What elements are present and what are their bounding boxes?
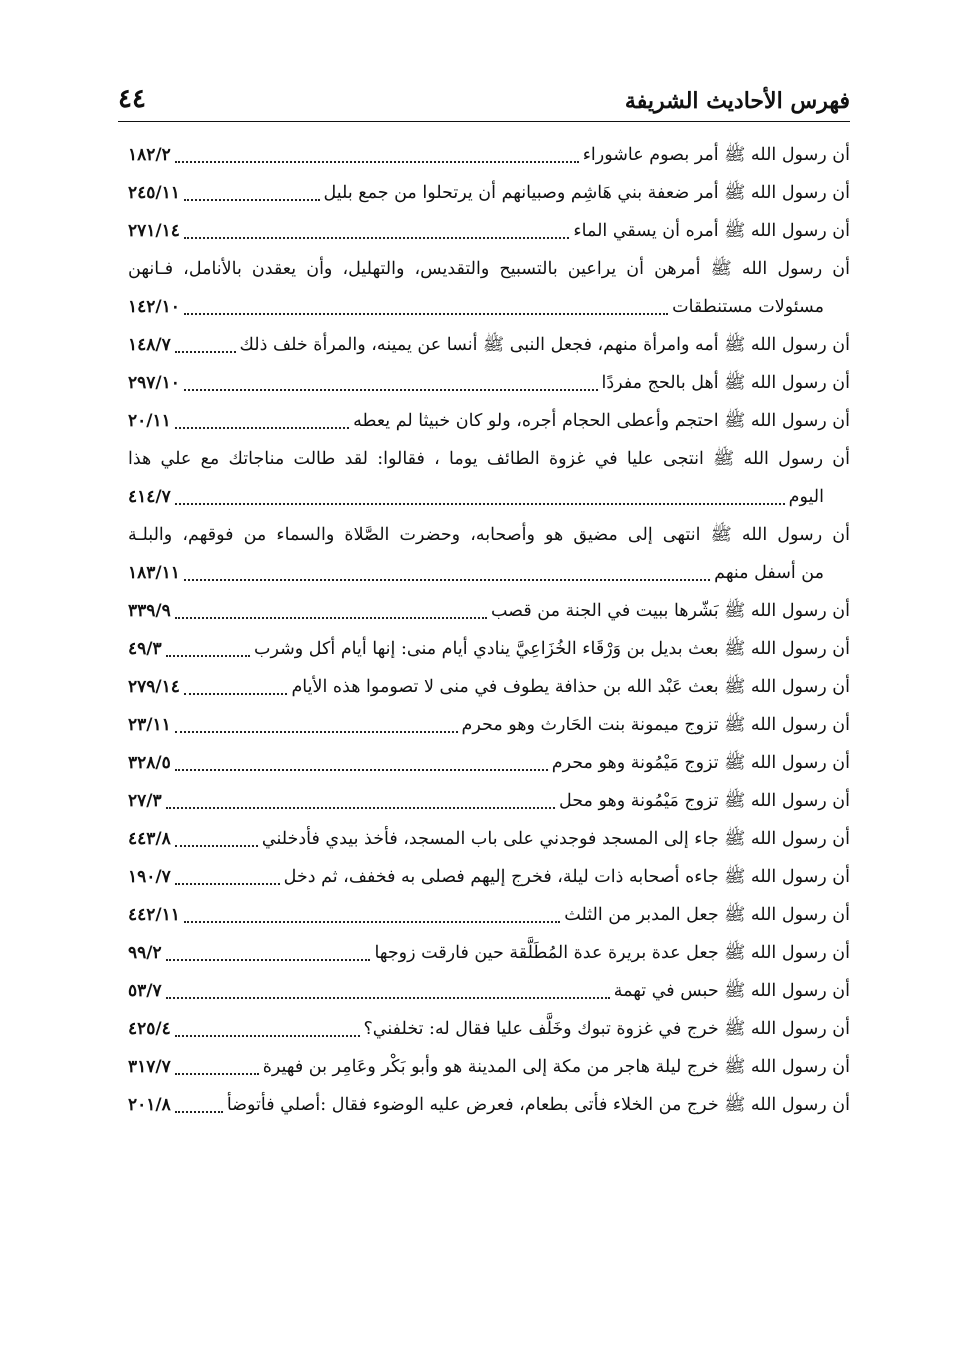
dot-leader xyxy=(184,920,560,923)
index-entry xyxy=(128,250,850,326)
entry-line xyxy=(128,1086,850,1124)
entry-reference: ٢٧٩/١٤ xyxy=(128,677,180,697)
index-entry xyxy=(128,592,850,630)
entry-text: أن رسول الله ﷺ جعل المدبر من الثلث xyxy=(564,905,850,925)
index-entry xyxy=(128,972,850,1010)
entry-line xyxy=(128,668,850,706)
entry-line xyxy=(128,326,850,364)
entry-line xyxy=(128,1048,850,1086)
entry-text: أن رسول الله ﷺ حبس في تهمة xyxy=(613,981,850,1001)
entry-reference: ١٩٠/٧ xyxy=(128,867,171,887)
entry-text: أن رسول الله ﷺ بعث بديل بن وَرْقَاء الخُزَاعِيَّ ينادي أيام منى: إنها أيام أكل وشرب xyxy=(254,639,850,659)
entry-reference: ٤٢٥/٤ xyxy=(128,1019,171,1039)
dot-leader xyxy=(184,198,320,201)
hadith-index-list xyxy=(128,136,850,1124)
index-entry xyxy=(128,744,850,782)
dot-leader xyxy=(166,996,610,999)
entry-line xyxy=(128,554,850,592)
dot-leader xyxy=(166,958,371,961)
index-entry xyxy=(128,668,850,706)
index-entry xyxy=(128,364,850,402)
entry-reference: ١٨٣/١١ xyxy=(128,563,180,583)
index-entry xyxy=(128,326,850,364)
dot-leader xyxy=(175,616,487,619)
entry-reference: ٢٣/١١ xyxy=(128,715,171,735)
entry-reference: ٤١٤/٧ xyxy=(128,487,171,507)
index-entry xyxy=(128,1086,850,1124)
entry-reference: ٢٠١/٨ xyxy=(128,1095,171,1115)
entry-text: أن رسول الله ﷺ أمرهن أن يراعين بالتسبيح والتقديس، والتهليل، وأن يعقدن بالأنامل، فـانهن xyxy=(128,259,850,279)
entry-line xyxy=(128,896,850,934)
entry-text: أن رسول الله ﷺ خرج من الخلاء فأتى بطعام، فعرض عليه الوضوء فقال :أصلي فأتوضأ xyxy=(226,1095,850,1115)
entry-text: أن رسول الله ﷺ تزوج ميمونة بنت الحَارث وهو محرم xyxy=(461,715,850,735)
entry-reference: ٢٧/٣ xyxy=(128,791,162,811)
entry-text: أن رسول الله ﷺ انتجى عليا في غزوة الطائف يوما ، فقالوا: لقد طالت مناجاتك مع علي هذا xyxy=(128,449,850,469)
entry-text: أن رسول الله ﷺ خرج ليلة هاجر من مكة إلى المدينة هو وأبو بَكْر وعَامِر بن فهيرة xyxy=(262,1057,850,1077)
entry-text: أن رسول الله ﷺ بعث عَبْد الله بن حذافة يطوف في منى لا تصوموا هذه الأيام xyxy=(291,677,850,697)
index-entry xyxy=(128,858,850,896)
dot-leader xyxy=(175,882,280,885)
entry-text: أن رسول الله ﷺ أمره أن يسقي الماء xyxy=(573,221,850,241)
index-entry xyxy=(128,516,850,592)
index-entry xyxy=(128,820,850,858)
dot-leader xyxy=(175,1110,223,1113)
dot-leader xyxy=(184,312,668,315)
index-entry xyxy=(128,1048,850,1086)
entry-reference: ٩٩/٢ xyxy=(128,943,162,963)
index-entry xyxy=(128,136,850,174)
entry-line xyxy=(128,592,850,630)
entry-text: أن رسول الله ﷺ أمر بصوم عاشوراء xyxy=(582,145,850,165)
entry-reference: ٣٢٨/٥ xyxy=(128,753,171,773)
entry-line xyxy=(128,782,850,820)
entry-line xyxy=(128,706,850,744)
index-entry xyxy=(128,896,850,934)
index-entry xyxy=(128,1010,850,1048)
entry-line xyxy=(128,516,850,554)
index-entry xyxy=(128,212,850,250)
dot-leader xyxy=(184,578,710,581)
entry-reference: ٤٩/٣ xyxy=(128,639,162,659)
entry-line xyxy=(128,630,850,668)
dot-leader xyxy=(184,388,598,391)
entry-line xyxy=(128,212,850,250)
index-entry xyxy=(128,630,850,668)
index-entry xyxy=(128,402,850,440)
entry-text: أن رسول الله ﷺ جعل عدة بريرة عدة المُطَلَّقة حين فارقت زوجها xyxy=(374,943,850,963)
index-entry xyxy=(128,782,850,820)
entry-reference: ٤٤٣/٨ xyxy=(128,829,171,849)
entry-line xyxy=(128,1010,850,1048)
entry-text-continued: مسئولات مستنطقات xyxy=(672,297,824,317)
dot-leader xyxy=(175,350,236,353)
entry-reference: ٣٣٩/٩ xyxy=(128,601,171,621)
dot-leader xyxy=(184,692,288,695)
entry-text: أن رسول الله ﷺ بَشّرها ببيت في الجنة من قصب xyxy=(491,601,850,621)
header-rule xyxy=(118,121,850,122)
dot-leader xyxy=(175,844,258,847)
entry-text: أن رسول الله ﷺ انتهى إلى مضيق هو وأصحابه، وحضرت الصَّلاة والسماء من فوقهم، والبلـة xyxy=(128,525,850,545)
entry-text: أن رسول الله ﷺ أهل بالحج مفردًا xyxy=(601,373,850,393)
index-entry xyxy=(128,934,850,972)
dot-leader xyxy=(175,1072,259,1075)
entry-reference: ٢٤٥/١١ xyxy=(128,183,180,203)
entry-text: أن رسول الله ﷺ أمر ضعفة بني هَاشِم وصبيانهم أن يرتحلوا من جمع بليل xyxy=(323,183,850,203)
dot-leader xyxy=(175,426,349,429)
index-entry xyxy=(128,440,850,516)
entry-reference: ٥٣/٧ xyxy=(128,981,162,1001)
entry-text-continued: اليوم xyxy=(788,487,824,507)
entry-line xyxy=(128,934,850,972)
entry-text: أن رسول الله ﷺ خرج في غزوة تبوك وخَلَّف عليا فقال له: تخلفني؟ xyxy=(363,1019,850,1039)
entry-line xyxy=(128,174,850,212)
entry-line xyxy=(128,364,850,402)
entry-text: أن رسول الله ﷺ جاءه أصحابه ذات ليلة، فخرج إليهم فصلى به فخفف، ثم دخل xyxy=(283,867,850,887)
entry-reference: ٢٠/١١ xyxy=(128,411,171,431)
entry-line xyxy=(128,478,850,516)
entry-line xyxy=(128,288,850,326)
entry-line xyxy=(128,136,850,174)
entry-line xyxy=(128,858,850,896)
page-header xyxy=(118,58,850,118)
entry-line xyxy=(128,820,850,858)
entry-text: أن رسول الله ﷺ احتجم وأعطى الحجام أجره، ولو كان خبيثا لم يعطه xyxy=(353,411,850,431)
entry-reference: ٣١٧/٧ xyxy=(128,1057,171,1077)
entry-line xyxy=(128,402,850,440)
dot-leader xyxy=(184,236,570,239)
entry-reference: ٤٤٢/١١ xyxy=(128,905,180,925)
entry-text: أن رسول الله ﷺ تزوج مَيْمُونة وهو محل xyxy=(558,791,850,811)
entry-reference: ١٤٨/٧ xyxy=(128,335,171,355)
dot-leader xyxy=(175,502,785,505)
entry-line xyxy=(128,972,850,1010)
entry-line xyxy=(128,744,850,782)
entry-reference: ٢٧١/١٤ xyxy=(128,221,180,241)
page-number: ٤٤ xyxy=(118,84,146,114)
entry-text: أن رسول الله ﷺ أمه وامرأة منهم، فجعل النبى ﷺ أنسا عن يمينه، والمرأة خلف ذلك xyxy=(239,335,850,355)
dot-leader xyxy=(175,730,458,733)
index-entry xyxy=(128,706,850,744)
entry-line xyxy=(128,440,850,478)
dot-leader xyxy=(175,768,548,771)
dot-leader xyxy=(175,160,579,163)
entry-text: أن رسول الله ﷺ جاء إلى المسجد فوجدني على باب المسجد، فأخذ بيدي فأدخلني xyxy=(261,829,850,849)
entry-line xyxy=(128,250,850,288)
index-entry xyxy=(128,174,850,212)
entry-reference: ٢٩٧/١٠ xyxy=(128,373,180,393)
entry-text-continued: من أسفل منهم xyxy=(714,563,824,583)
dot-leader xyxy=(166,806,555,809)
entry-text: أن رسول الله ﷺ تزوج مَيْمُونة وهو محرم xyxy=(551,753,850,773)
dot-leader xyxy=(166,654,250,657)
dot-leader xyxy=(175,1034,360,1037)
entry-reference: ١٤٢/١٠ xyxy=(128,297,180,317)
page-title: فهرس الأحاديث الشريفة xyxy=(624,88,850,114)
entry-reference: ١٨٢/٢ xyxy=(128,145,171,165)
